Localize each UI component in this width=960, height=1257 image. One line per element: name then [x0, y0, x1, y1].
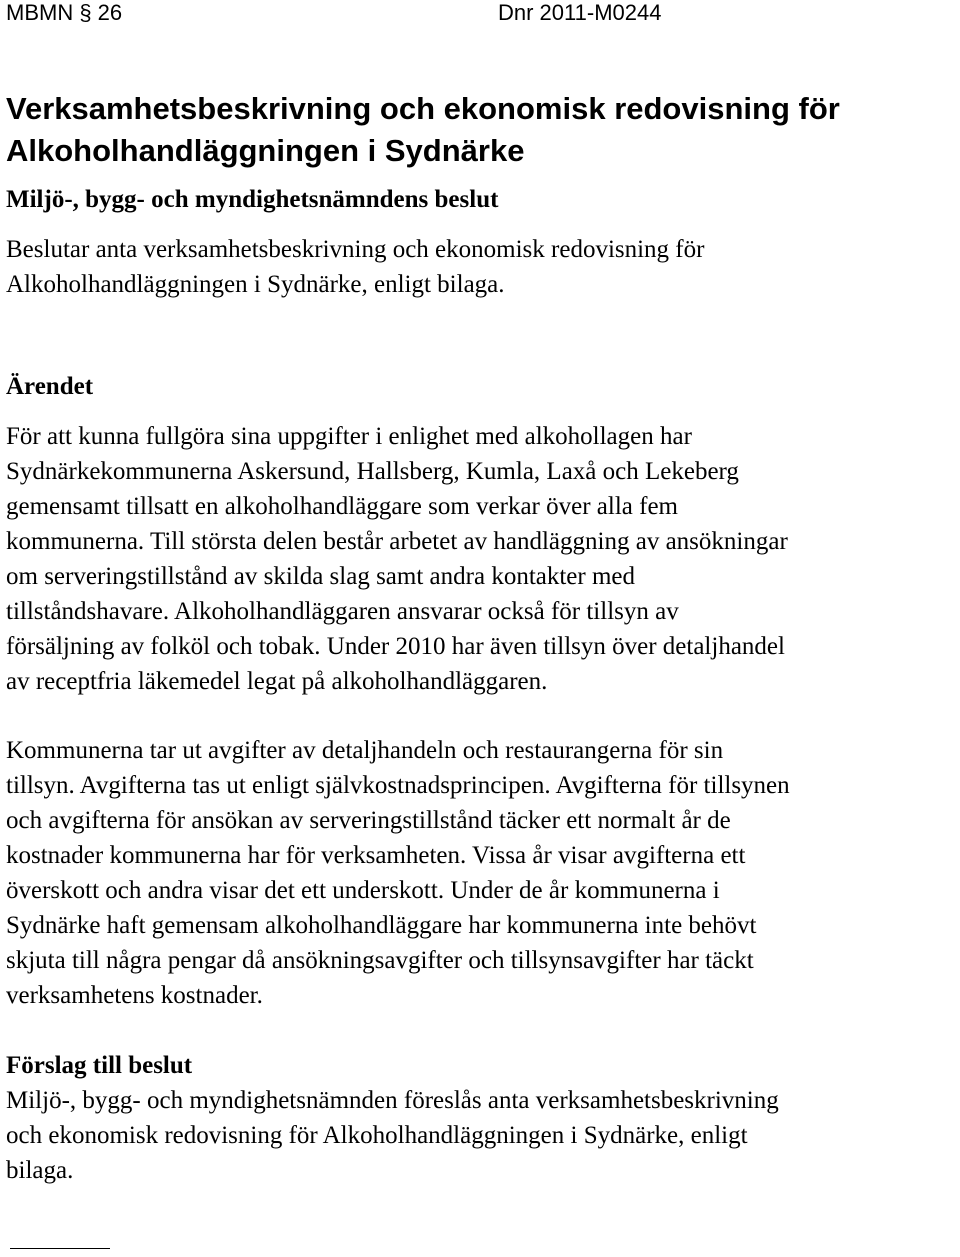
text-line: Beslutar anta verksamhetsbeskrivning och ekonomisk redovisning för [6, 236, 705, 263]
text-line: Alkoholhandläggningen i Sydnärke, enligt bilaga. [6, 271, 505, 298]
decision-text [6, 232, 952, 302]
arendet-paragraph-2 [6, 733, 952, 1013]
text-line: För att kunna fullgöra sina uppgifter i enlighet med alkohollagen har [6, 423, 692, 450]
text-line: och avgifterna för ansökan av serveringstillstånd täcker ett normalt år de [6, 807, 731, 834]
text-line: försäljning av folköl och tobak. Under 2010 har även tillsyn över detaljhandel [6, 633, 785, 660]
paragraph-reference: MBMN § 26 [6, 0, 123, 25]
arendet-paragraph-1 [6, 419, 952, 699]
text-line: och ekonomisk redovisning för Alkoholhandläggningen i Sydnärke, enligt [6, 1122, 748, 1149]
page-header [0, 0, 952, 30]
proposal-text [6, 1083, 952, 1188]
title-line: Alkoholhandläggningen i Sydnärke [6, 133, 525, 168]
text-line: tillsyn. Avgifterna tas ut enligt självkostnadsprincipen. Avgifterna för tillsynen [6, 772, 790, 799]
case-number: Dnr 2011-M0244 [498, 0, 662, 25]
text-line: verksamhetens kostnader. [6, 982, 263, 1009]
text-line: kommunerna. Till största delen består arbetet av handläggning av ansökningar [6, 528, 788, 555]
text-line: överskott och andra visar det ett underskott. Under de år kommunerna i [6, 877, 720, 904]
title-line: Verksamhetsbeskrivning och ekonomisk redovisning för [6, 91, 840, 126]
document-title [6, 88, 952, 172]
text-line: om serveringstillstånd av skilda slag samt andra kontakter med [6, 563, 636, 590]
text-line: kostnader kommunerna har för verksamheten. Vissa år visar avgifterna ett [6, 842, 746, 869]
text-line: Sydnärkekommunerna Askersund, Hallsberg, Kumla, Laxå och Lekeberg [6, 458, 739, 485]
arendet-heading: Ärendet [6, 373, 94, 400]
text-line: Miljö-, bygg- och myndighetsnämnden föreslås anta verksamhetsbeskrivning [6, 1087, 779, 1114]
text-line: gemensamt tillsatt en alkoholhandläggare som verkar över alla fem [6, 493, 678, 520]
text-line: tillståndshavare. Alkoholhandläggaren ansvarar också för tillsyn av [6, 598, 679, 625]
text-line: Sydnärke haft gemensam alkoholhandläggare har kommunerna inte behövt [6, 912, 757, 939]
signature-line [10, 1248, 110, 1249]
text-line: skjuta till några pengar då ansökningsavgifter och tillsynsavgifter har täckt [6, 947, 754, 974]
text-line: Kommunerna tar ut avgifter av detaljhandeln och restaurangerna för sin [6, 737, 724, 764]
decision-heading: Miljö-, bygg- och myndighetsnämndens beslut [6, 186, 499, 213]
text-line: av receptfria läkemedel legat på alkoholhandläggaren. [6, 668, 548, 695]
text-line: bilaga. [6, 1157, 74, 1184]
proposal-heading: Förslag till beslut [6, 1052, 193, 1079]
